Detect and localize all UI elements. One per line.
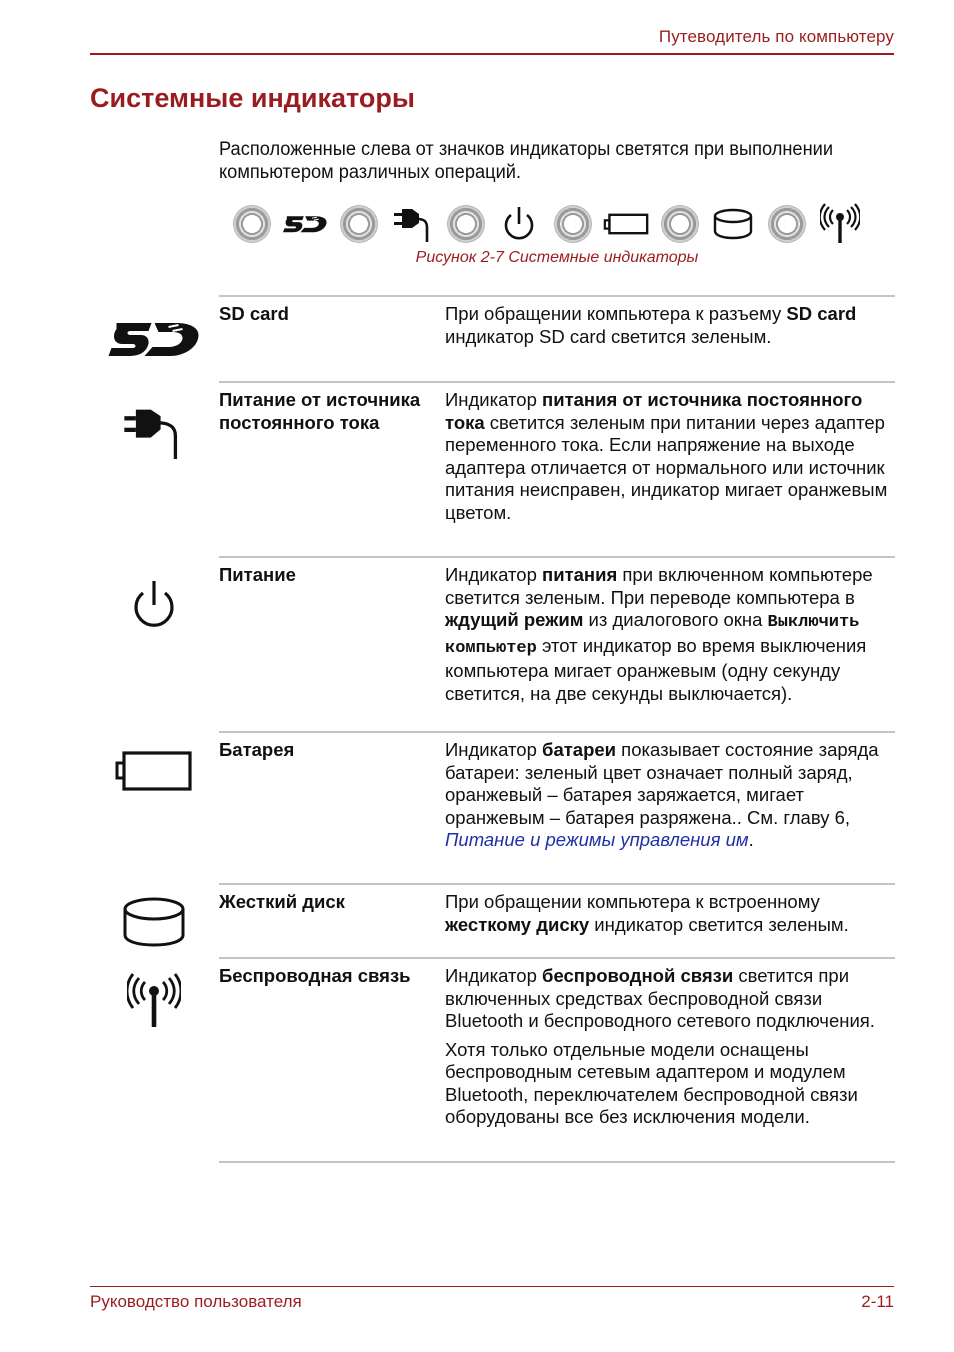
description-paragraph: При обращении компьютера к встроенному жесткому диску индикатор светится зеленым. — [445, 891, 849, 935]
row-term: Питание — [219, 564, 296, 585]
battery-icon — [99, 749, 209, 793]
page-number: 2-11 — [861, 1292, 894, 1311]
row-description — [445, 959, 895, 1161]
intro-paragraph: Расположенные слева от значков индикаторы светятся при выполнении компьютером различных операций. — [219, 139, 834, 183]
indicator-led-icon — [554, 205, 592, 243]
table-row — [219, 883, 895, 957]
description-paragraph: Индикатор питания при включенном компьютере светится зеленым. При переводе компьютера в ждущий режим из диалогового окна Выключить компьютер этот индикатор во время выключения компьютера мигает оранжевым (одну секунду светится, на две секунды выключается). — [445, 564, 873, 704]
running-header: Путеводитель по компьютеру — [658, 27, 894, 46]
dc-in-plug-icon — [389, 202, 435, 246]
table-row — [219, 381, 895, 556]
description-paragraph: Индикатор питания от источника постоянного тока светится зеленым при питании через адаптер переменного тока. Если напряжение на выходе адаптера отличается от нормального или источник питания неисправен, индикатор мигает оранжевым цветом. — [445, 389, 888, 523]
indicator-led-icon — [233, 205, 271, 243]
power-icon — [99, 576, 209, 632]
row-term: Беспроводная связь — [219, 965, 411, 986]
emphasis-text: ждущий режим — [445, 609, 584, 630]
row-term: Жесткий диск — [219, 891, 345, 912]
emphasis-text: беспроводной связи — [542, 965, 734, 986]
chapter-link[interactable]: Питание и режимы управления им — [445, 829, 749, 850]
indicator-figure — [233, 200, 863, 248]
table-row — [219, 957, 895, 1163]
dialog-name-text: Выключить компьютер — [445, 613, 860, 658]
battery-icon — [603, 202, 649, 246]
indicator-led-icon — [340, 205, 378, 243]
header-divider — [90, 53, 894, 55]
description-paragraph: Индикатор беспроводной связи светится при включенных средствах беспроводной связи Bluetooth и беспроводного сетевого подключения. — [445, 965, 875, 1031]
emphasis-text: жесткому диску — [445, 913, 590, 935]
figure-caption: Рисунок 2-7 Системные индикаторы — [415, 249, 699, 266]
power-icon — [496, 202, 542, 246]
indicator-table — [219, 295, 895, 1163]
footer-manual-title: Руководство пользователя — [90, 1292, 302, 1311]
description-paragraph: Хотя только отдельные модели оснащены беспроводным сетевым адаптером и модулем Bluetooth, переключателем беспроводной связи оборудованы все без исключения модели. — [445, 1038, 858, 1127]
table-row — [219, 731, 895, 883]
row-description — [445, 297, 895, 381]
description-paragraph: При обращении компьютера к разъему SD card индикатор SD card светится зеленым. — [445, 303, 857, 347]
page-title: Системные индикаторы — [90, 83, 415, 113]
row-description — [445, 558, 895, 731]
footer-divider — [90, 1286, 894, 1287]
row-description — [445, 733, 895, 883]
sd-card-icon — [99, 319, 209, 359]
description-paragraph: Индикатор батареи показывает состояние заряда батареи: зеленый цвет означает полный заряд, оранжевый – батарея заряжается, мигает оранжевым – батарея разряжена.. См. главу 6, Питание и режимы управления им. — [445, 739, 879, 850]
wireless-icon — [817, 202, 863, 246]
wireless-icon — [99, 973, 209, 1029]
dc-in-plug-icon — [99, 403, 209, 459]
table-row — [219, 295, 895, 381]
hard-disk-icon — [710, 202, 756, 246]
emphasis-text: SD card — [786, 303, 857, 324]
sd-card-icon — [282, 202, 328, 246]
emphasis-text: питания от источника постоянного тока — [445, 389, 863, 433]
hard-disk-icon — [99, 895, 209, 949]
row-description — [445, 885, 895, 957]
emphasis-text: питания — [542, 564, 618, 585]
row-term: Батарея — [219, 739, 295, 760]
row-term: Питание от источника постоянного тока — [219, 389, 421, 433]
indicator-led-icon — [768, 205, 806, 243]
row-term: SD card — [219, 303, 289, 324]
table-row — [219, 556, 895, 731]
row-description — [445, 383, 895, 556]
indicator-led-icon — [447, 205, 485, 243]
indicator-led-icon — [661, 205, 699, 243]
emphasis-text: батареи — [542, 739, 617, 760]
